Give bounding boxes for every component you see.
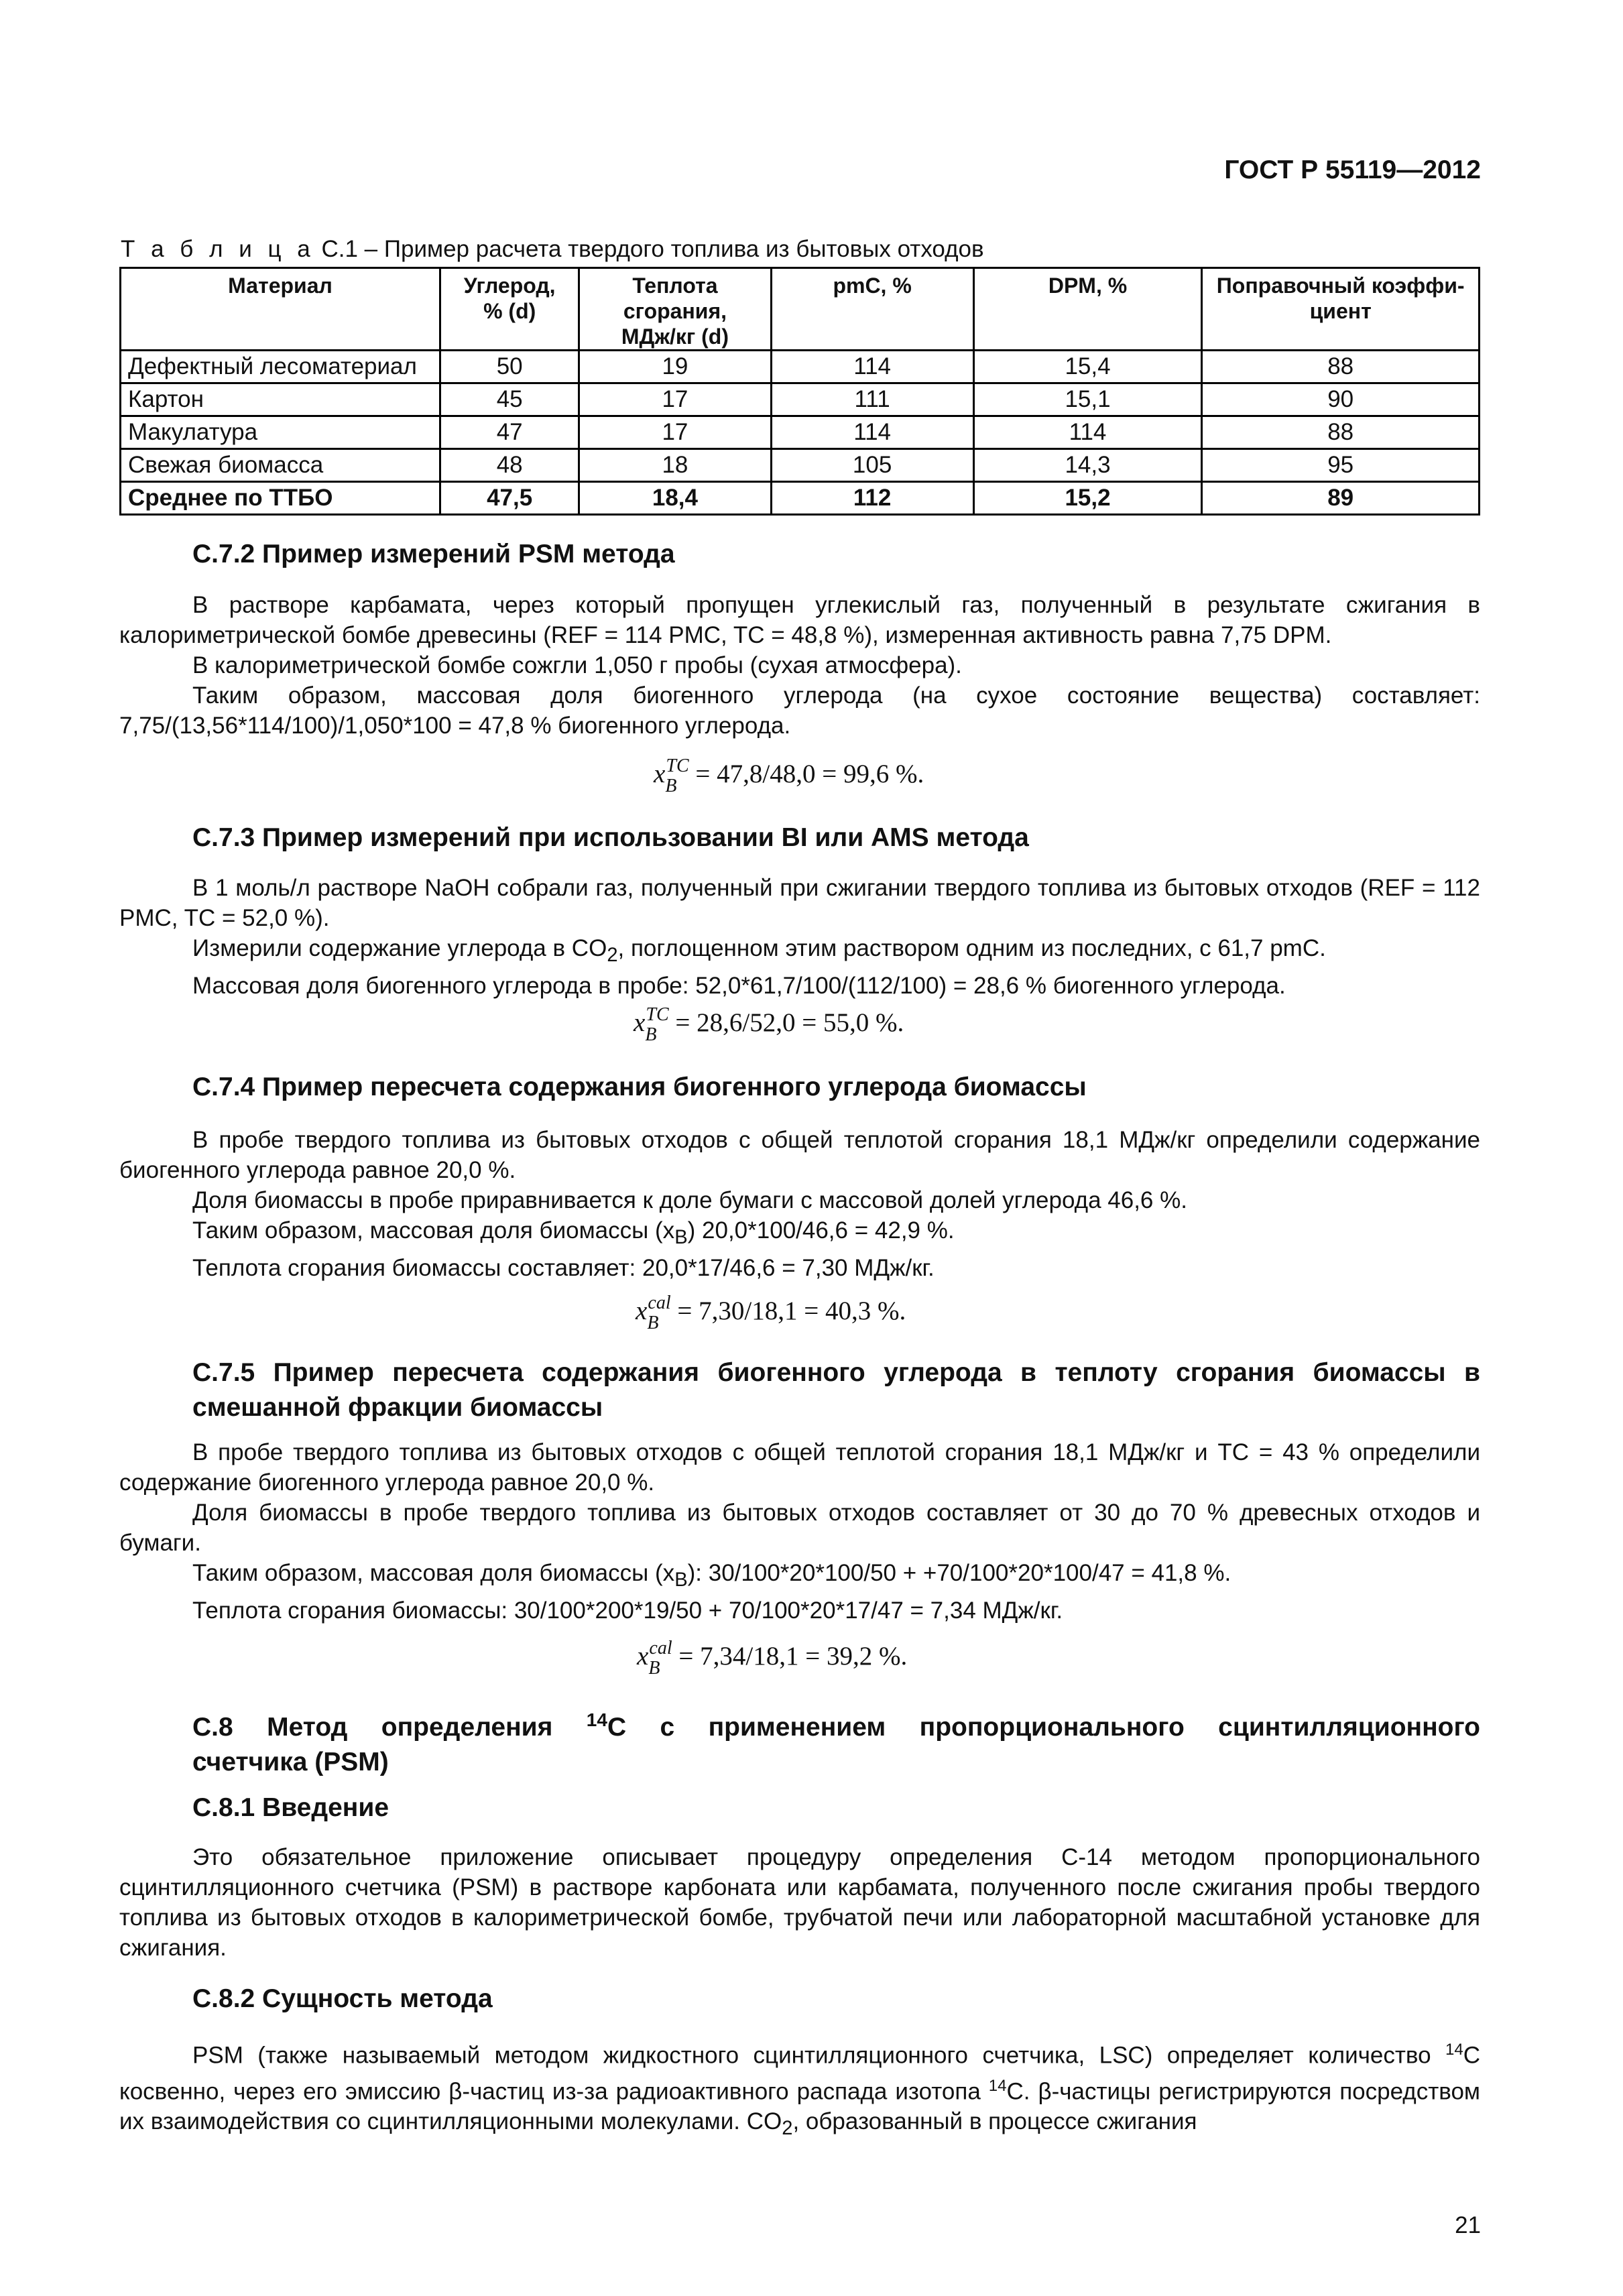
table-cell: 17 [579,383,771,416]
subscript: B [674,1227,688,1248]
formula-subscript: B [648,1658,660,1679]
paragraph: В пробе твердого топлива из бытовых отходов с общей теплотой сгорания 18,1 МДж/кг определили содержание биогенного углерода равное 20,0 %. [119,1127,1480,1183]
table-cell: 47 [440,416,579,449]
table-cell: 15,1 [973,383,1202,416]
subscript: 2 [607,945,618,966]
paragraph: Это обязательное приложение описывает процедуру определения С-14 методом пропорционального сцинтилляционного счетчика (PSM) в растворе карбоната или карбамата, полученного после сжигания пробы твердого топлива из бытовых отходов в калориметрической бомбе, трубчатой печи или лабораторной масштабной установке для сжигания. [119,1844,1480,1961]
formula-variable: x [654,760,666,788]
table-cell: 47,5 [440,482,579,515]
paragraph: Теплота сгорания биомассы составляет: 20,0*17/46,6 = 7,30 МДж/кг. [192,1255,935,1281]
text-run: ): 30/100*20*100/50 + +70/100*20*100/47 = 41,8 %. [687,1560,1231,1586]
text-run: PSM (также называемый методом жидкостного сцинтилляционного счетчика, LSC) определяет количество [192,2042,1431,2069]
table-cell: 15,2 [973,482,1202,515]
table-cell: Дефектный лесоматериал [121,351,440,383]
paragraph: В 1 моль/л растворе NaOH собрали газ, полученный при сжигании твердого топлива из бытовых отходов (REF = 112 PMC, TC = 52,0 %). [119,875,1480,931]
section-body-c72 [119,590,1480,741]
formula-variable: x [636,1296,648,1325]
superscript: 14 [586,1709,607,1730]
table-cell: Картон [121,383,440,416]
table-header-cell: Углерод, % (d) [440,268,579,351]
table-cell: 50 [440,351,579,383]
table-cell: 19 [579,351,771,383]
table-caption-text: С.1 – Пример расчета твердого топлива из бытовых отходов [321,236,984,262]
formula-superscript: cal [648,1292,671,1313]
table-header-cell: Поправочный коэффи- циент [1202,268,1480,351]
paragraph: Теплота сгорания биомассы: 30/100*200*19/50 + 70/100*20*17/47 = 7,34 МДж/кг. [192,1597,1063,1624]
heading-line: счетчика (PSM) [192,1748,389,1776]
table-header-cell: DPM, % [973,268,1202,351]
heading-line: смешанной фракции биомассы [192,1393,603,1422]
paragraph: В растворе карбамата, через который пропущен углекислый газ, полученный в результате сжигания в калориметрической бомбе древесины (REF = 114 PMC, TC = 48,8 %), измеренная активность равна 7,75 DPM. [119,592,1480,648]
page-number: 21 [1455,2212,1481,2238]
section-heading-c73: С.7.3 Пример измерений при использовании BI или AMS метода [192,823,1029,852]
table-cell: Макулатура [121,416,440,449]
formula-superscript: cal [649,1638,672,1658]
paragraph: Доля биомассы в пробе твердого топлива из бытовых отходов составляет от 30 до 70 % древесных отходов и бумаги. [119,1500,1480,1556]
table-cell: 114 [771,351,973,383]
paragraph: В пробе твердого топлива из бытовых отходов с общей теплотой сгорания 18,1 МДж/кг и ТС = 43 % определили содержание биогенного углерода равное 20,0 %. [119,1439,1480,1496]
text-run: ) 20,0*100/46,6 = 42,9 %. [687,1217,955,1244]
table-cell: 89 [1202,482,1480,515]
table-header-row [121,268,1480,351]
subscript: B [674,1569,688,1591]
paragraph: Таким образом, массовая доля биогенного углерода (на сухое состояние вещества) составляет: 7,75/(13,56*114/100)/1,050*100 = 47,8 % биогенного углерода. [119,682,1480,739]
table-cell: 15,4 [973,351,1202,383]
table-cell: 90 [1202,383,1480,416]
heading-line: С.7.5 Пример пересчета содержания биогенного углерода в теплоту сгорания биомассы в [192,1358,1480,1387]
section-body-c73 [119,873,1480,1001]
table-cell: 112 [771,482,973,515]
text-run: , поглощенном этим раствором одним из последних, с 61,7 pmC. [617,935,1326,961]
table-cell: 114 [973,416,1202,449]
table-cell: 18,4 [579,482,771,515]
table-cell: 17 [579,416,771,449]
paragraph [119,933,1480,971]
formula-c72: $x_B^{TC} = 47,8/48,0 = 99,6$ %. [654,756,924,796]
table-cell: 88 [1202,416,1480,449]
heading-line [192,1703,1480,1745]
formula-rhs: = 28,6/52,0 = 55,0 % [675,1008,898,1037]
paragraph [119,1215,1480,1253]
standard-id: ГОСТ Р 55119—2012 [1224,156,1481,184]
table-caption-label: Т а б л и ц а [121,236,315,262]
table-header-cell: Теплота сгорания, МДж/кг (d) [579,268,771,351]
paragraph: Доля биомассы в пробе приравнивается к доле бумаги с массовой долей углерода 46,6 %. [192,1187,1187,1213]
table-row [121,383,1480,416]
section-body-c75 [119,1437,1480,1626]
table-row [121,416,1480,449]
formula-variable: x [634,1008,646,1037]
text-run: Измерили содержание углерода в CO [192,935,607,961]
table-cell: 105 [771,449,973,482]
section-body-c81 [119,1842,1480,1963]
section-heading-c82: С.8.2 Сущность метода [192,1984,493,2013]
text-run: С.8 Метод определения [192,1713,553,1742]
formula-c73: $x_B^{TC} = 28,6/52,0 = 55,0$ %. [634,1004,904,1045]
text-run: С с применением пропорционального сцинтилляционного [607,1713,1481,1742]
section-body-c74 [119,1125,1480,1283]
table-row [121,449,1480,482]
paragraph: В калориметрической бомбе сожгли 1,050 г пробы (сухая атмосфера). [192,652,962,678]
formula-rhs: = 7,34/18,1 = 39,2 % [678,1642,901,1671]
text-run: Таким образом, массовая доля биомассы (x [192,1217,675,1244]
formula-variable: x [637,1642,649,1671]
formula-rhs: = 47,8/48,0 = 99,6 % [695,760,918,788]
formula-c74: $x_B^{cal} = 7,30/18,1 = 40,3$ %. [636,1292,906,1333]
table-cell: 95 [1202,449,1480,482]
table-summary-row [121,482,1480,515]
formula-c75: $x_B^{cal} = 7,34/18,1 = 39,2$ %. [637,1638,908,1679]
table-cell: Среднее по ТТБО [121,482,440,515]
text-run: Таким образом, массовая доля биомассы (x [192,1560,675,1586]
section-heading-c8 [192,1703,1480,1780]
formula-rhs: = 7,30/18,1 = 40,3 % [677,1296,900,1325]
data-table [119,267,1480,516]
table-cell: 45 [440,383,579,416]
formula-superscript: TC [666,756,689,776]
section-heading-c81: С.8.1 Введение [192,1793,389,1822]
table-header-cell: Материал [121,268,440,351]
text-run: , образованный в процессе сжигания [792,2108,1197,2135]
formula-subscript: B [665,776,677,796]
table-caption [121,236,984,263]
superscript: 14 [988,2076,1007,2095]
section-heading-c75 [192,1355,1480,1425]
table-cell: 88 [1202,351,1480,383]
section-body-c82 [119,2035,1480,2144]
table-header-cell: pmC, % [771,268,973,351]
subscript: 2 [782,2118,793,2140]
formula-subscript: B [645,1024,657,1045]
text-run: C косвенно, через его эмиссию β-частиц из-за радиоактивного распада изотопа [119,2042,1480,2105]
section-heading-c74: С.7.4 Пример пересчета содержания биогенного углерода биомассы [192,1073,1087,1101]
formula-superscript: TC [646,1004,669,1025]
text-run: C. β-частицы регистрируются посредством их взаимодействия со сцинтилляционными молекулами. CO [119,2078,1480,2135]
paragraph [119,2035,1480,2144]
formula-subscript: B [647,1313,659,1333]
table-cell: 18 [579,449,771,482]
section-heading-c72: С.7.2 Пример измерений PSM метода [192,540,675,568]
table-cell: Свежая биомасса [121,449,440,482]
table-cell: 48 [440,449,579,482]
table-cell: 14,3 [973,449,1202,482]
table-cell: 111 [771,383,973,416]
table-cell: 114 [771,416,973,449]
superscript: 14 [1445,2041,1463,2059]
paragraph: Массовая доля биогенного углерода в пробе: 52,0*61,7/100/(112/100) = 28,6 % биогенного углерода. [192,973,1286,999]
paragraph [119,1558,1480,1595]
table-row [121,351,1480,383]
